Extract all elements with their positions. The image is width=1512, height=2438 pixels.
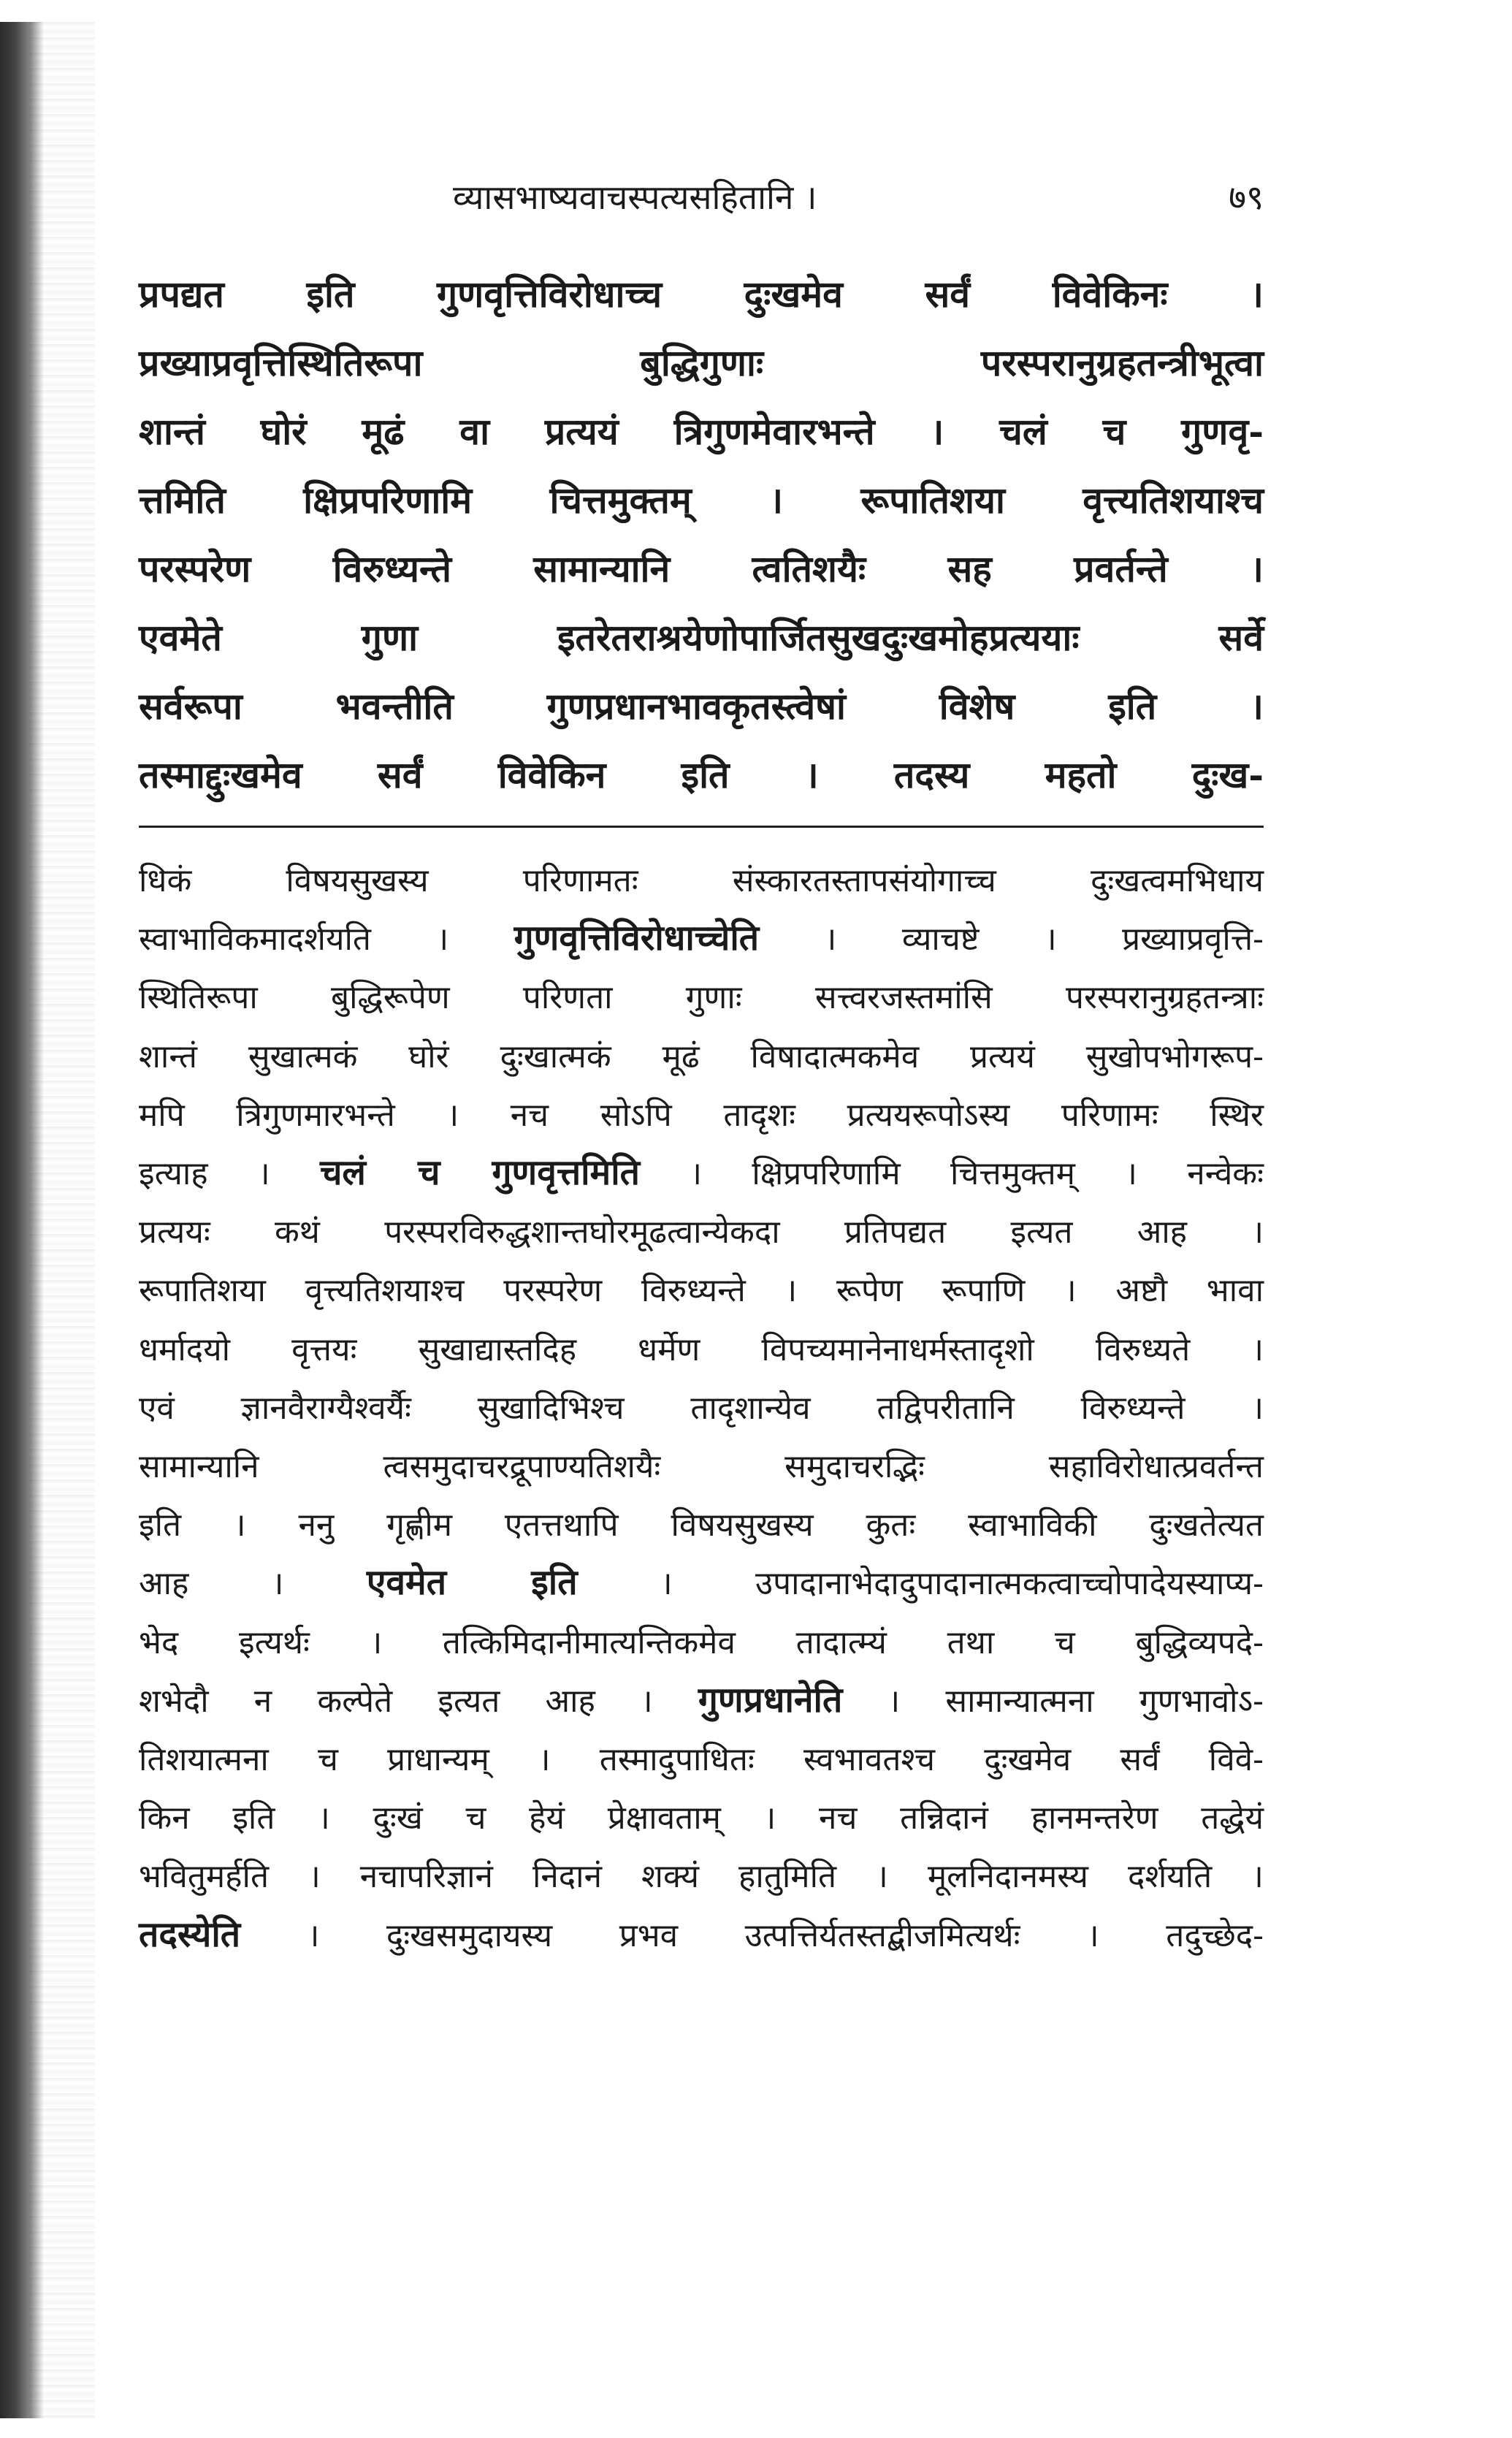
book-page — [139, 168, 1264, 1965]
commentary-line — [139, 1086, 1264, 1144]
commentary-text-run: भवितुमर्हति । नचापरिज्ञानं निदानं शक्यं हातुमिति । मूलनिदानमस्य दर्शयति । — [139, 1858, 1264, 1896]
commentary-text-run: मपि त्रिगुणमारभन्ते । नच सोऽपि तादृशः प्रत्ययरूपोऽस्य परिणामः स्थिर — [139, 1096, 1264, 1134]
commentary-text-run: शान्तं सुखात्मकं घोरं दुःखात्मकं मूढं विषादात्मकमेव प्रत्ययं सुखोपभोगरूप- — [139, 1037, 1264, 1075]
commentary-pratika: एवमेत इति — [366, 1562, 578, 1604]
commentary-pratika: तदस्येति — [139, 1913, 241, 1955]
commentary-text — [139, 851, 1264, 1965]
scan-speckle — [29, 22, 95, 2418]
page-number: ७९ — [1229, 178, 1264, 217]
commentary-line — [139, 1906, 1264, 1965]
commentary-text-run: स्वाभाविकमादर्शयति । — [139, 921, 514, 959]
commentary-line — [139, 1554, 1264, 1612]
commentary-text-run: धिकं विषयसुखस्य परिणामतः संस्कारतस्तापसंयोगाच्च दुःखत्वमभिधाय — [139, 862, 1264, 899]
bhashya-line: शान्तं घोरं मूढं वा प्रत्ययं त्रिगुणमेवारभन्ते । चलं च गुणवृ- — [139, 410, 1264, 453]
bhashya-line: त्तमिति क्षिप्रपरिणामि चित्तमुक्तम् । रूपातिशया वृत्त्यतिशयाश्च — [139, 479, 1264, 522]
commentary-text-run: तिशयात्मना च प्राधान्यम् । तस्मादुपाधितः स्वभावतश्च दुःखमेव सर्वं विवे- — [139, 1741, 1264, 1779]
page-header — [139, 168, 1264, 234]
commentary-text-run: स्थितिरूपा बुद्धिरूपेण परिणता गुणाः सत्त्वरजस्तमांसि परस्परानुग्रहतन्त्राः — [139, 979, 1264, 1017]
commentary-line — [139, 851, 1264, 910]
commentary-text-run: सामान्यानि त्वसमुदाचरद्रूपाण्यतिशयैः समुदाचरद्भिः सहाविरोधात्प्रवर्तन्त — [139, 1448, 1264, 1486]
commentary-pratika: गुणप्रधानेति — [698, 1679, 843, 1721]
bhashya-line: परस्परेण विरुध्यन्ते सामान्यानि त्वतिशयैः सह प्रवर्तन्ते । — [139, 547, 1264, 590]
commentary-text-run: इति । ननु गृह्णीम एतत्तथापि विषयसुखस्य कुतः स्वाभाविकी दुःखतेत्यत — [139, 1506, 1264, 1544]
commentary-text-run: धर्मादयो वृत्तयः सुखाद्यास्तदिह धर्मेण विपच्यमानेनाधर्मस्तादृशो विरुध्यते । — [139, 1330, 1264, 1368]
commentary-text-run: । सामान्यात्मना गुणभावोऽ- — [842, 1682, 1264, 1720]
commentary-pratika: चलं च गुणवृत्तमिति — [319, 1152, 641, 1194]
commentary-line — [139, 1144, 1264, 1203]
section-divider — [139, 826, 1264, 828]
commentary-line — [139, 968, 1264, 1026]
commentary-text-run: । दुःखसमुदायस्य प्रभव उत्पत्तिर्यतस्तद्बीजमित्यर्थः । तदुच्छेद- — [240, 1916, 1264, 1954]
bhashya-line: सर्वरूपा भवन्तीति गुणप्रधानभावकृतस्त्वेषां विशेष इति । — [139, 685, 1264, 728]
bhashya-line: तस्माद्दुःखमेव सर्वं विवेकिन इति । तदस्य महतो दुःख- — [139, 753, 1264, 796]
commentary-text-run: किन इति । दुःखं च हेयं प्रेक्षावताम् । नच तन्निदानं हानमन्तरेण तद्धेयं — [139, 1799, 1264, 1837]
commentary-line — [139, 1730, 1264, 1788]
commentary-text-run: आह । — [139, 1565, 367, 1603]
commentary-text-run: । क्षिप्रपरिणामि चित्तमुक्तम् । नन्वेकः — [640, 1155, 1264, 1193]
commentary-text-run: प्रत्ययः कथं परस्परविरुद्धशान्तघोरमूढत्वान्येकदा प्रतिपद्यत इत्यत आह । — [139, 1214, 1264, 1252]
bhashya-text — [139, 260, 1264, 810]
commentary-line — [139, 1379, 1264, 1437]
commentary-text-run: शभेदौ न कल्पेते इत्यत आह । — [139, 1682, 698, 1720]
commentary-line — [139, 1613, 1264, 1672]
commentary-text-run: । व्याचष्टे । प्रख्याप्रवृत्ति- — [759, 921, 1264, 959]
commentary-line — [139, 1847, 1264, 1905]
commentary-pratika: गुणवृत्तिविरोधाच्चेति — [513, 918, 760, 959]
commentary-line — [139, 1261, 1264, 1319]
commentary-text-run: । उपादानाभेदादुपादानात्मकत्वाच्चोपादेयस्याप्य- — [577, 1565, 1264, 1603]
commentary-text-run: रूपातिशया वृत्त्यतिशयाश्च परस्परेण विरुध्यन्ते । रूपेण रूपाणि । अष्टौ भावा — [139, 1272, 1264, 1310]
commentary-line — [139, 910, 1264, 968]
commentary-line — [139, 1027, 1264, 1086]
bhashya-line: प्रख्याप्रवृत्तिस्थितिरूपा बुद्धिगुणाः परस्परानुग्रहतन्त्रीभूत्वा — [139, 341, 1264, 384]
commentary-text-run: इत्याह । — [139, 1155, 320, 1193]
commentary-line — [139, 1203, 1264, 1261]
commentary-line — [139, 1496, 1264, 1554]
bhashya-line: प्रपद्यत इति गुणवृत्तिविरोधाच्च दुःखमेव सर्वं विवेकिनः । — [139, 273, 1264, 316]
commentary-line — [139, 1788, 1264, 1847]
commentary-line — [139, 1320, 1264, 1379]
running-title: व्यासभाष्यवाचस्पत्यसहितानि । — [453, 178, 817, 217]
bhashya-line: एवमेते गुणा इतरेतराश्रयेणोपार्जितसुखदुःखमोहप्रत्ययाः सर्वे — [139, 616, 1264, 659]
commentary-text-run: भेद इत्यर्थः । तत्किमिदानीमात्यन्तिकमेव तादात्म्यं तथा च बुद्धिव्यपदे- — [139, 1623, 1264, 1661]
commentary-line — [139, 1437, 1264, 1496]
commentary-line — [139, 1672, 1264, 1730]
commentary-text-run: एवं ज्ञानवैराग्यैश्वर्यैः सुखादिभिश्च तादृशान्येव तद्विपरीतानि विरुध्यन्ते । — [139, 1389, 1264, 1427]
